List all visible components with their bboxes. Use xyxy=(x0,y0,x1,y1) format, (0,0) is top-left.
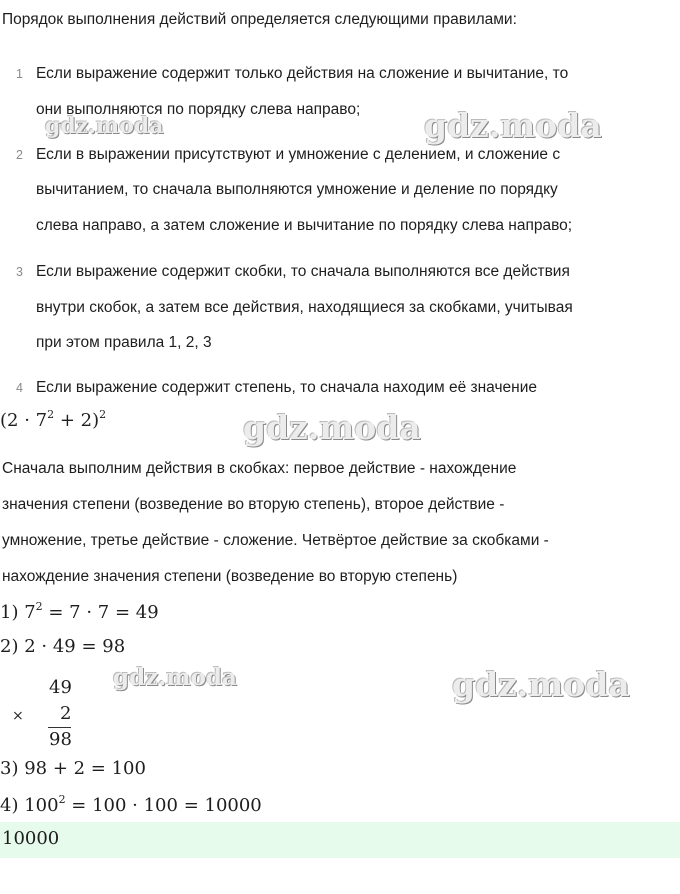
rule-line: внутри скобок, а затем все действия, находящиеся за скобками, учитывая xyxy=(36,299,573,316)
column-sign: × xyxy=(12,708,24,724)
watermark-logo: gdz.moda xyxy=(424,106,602,145)
explanation-line: значения степени (возведение во вторую степень), второе действие - xyxy=(2,496,505,513)
rule-line: при этом правила 1, 2, 3 xyxy=(36,334,212,351)
step-4-exponent: 2 xyxy=(58,793,66,806)
inner-exponent: 2 xyxy=(47,408,55,421)
rule-line: Если выражение содержит только действия на сложение и вычитание, то xyxy=(36,65,569,82)
expression-rest: + 2) xyxy=(54,410,100,431)
step-3: 3) 98 + 2 = 100 xyxy=(0,758,146,779)
answer-value: 10000 xyxy=(2,828,60,849)
step-4 xyxy=(0,793,262,816)
column-rule xyxy=(48,727,71,728)
step-4-prefix: 4) 100 xyxy=(0,795,59,816)
rule-line: они выполняются по порядку слева направо; xyxy=(36,101,361,118)
answer-box xyxy=(0,822,680,858)
rule-line: Если выражение содержит скобки, то сначала выполняются все действия xyxy=(36,263,570,280)
rule-number: 3 xyxy=(16,265,23,279)
rule-line: Если в выражении присутствуют и умножение с делением, и сложение с xyxy=(36,146,561,163)
explanation-line: Сначала выполним действия в скобках: первое действие - нахождение xyxy=(2,460,517,477)
watermark-logo: gdz.moda xyxy=(243,408,421,447)
expression-open: (2 · 7 xyxy=(0,410,48,431)
step-1-exponent: 2 xyxy=(35,600,43,613)
watermark-logo: gdz.moda xyxy=(452,665,630,704)
watermark-logo: gdz.moda xyxy=(45,113,164,139)
watermark-logo: gdz.moda xyxy=(113,664,237,691)
column-top: 49 xyxy=(49,677,72,698)
intro-text: Порядок выполнения действий определяется следующими правилами: xyxy=(2,11,517,28)
rule-number: 2 xyxy=(16,148,23,162)
rule-number: 4 xyxy=(16,381,23,395)
explanation-line: умножение, третье действие - сложение. Четвёртое действие за скобками - xyxy=(2,532,549,549)
step-4-rest: = 100 · 100 = 10000 xyxy=(65,795,262,816)
step-1-prefix: 1) 7 xyxy=(0,602,36,623)
expression xyxy=(0,408,106,431)
rule-line: Если выражение содержит степень, то сначала находим её значение xyxy=(36,379,537,396)
step-1 xyxy=(0,600,159,623)
column-bottom: 2 xyxy=(60,703,72,724)
step-2: 2) 2 · 49 = 98 xyxy=(0,636,126,657)
outer-exponent: 2 xyxy=(99,408,107,421)
column-result: 98 xyxy=(49,729,72,750)
explanation-line: нахождение значения степени (возведение во вторую степень) xyxy=(2,568,458,585)
rule-line: слева направо, а затем сложение и вычитание по порядку слева направо; xyxy=(36,217,573,234)
rule-number: 1 xyxy=(16,67,23,81)
step-1-rest: = 7 · 7 = 49 xyxy=(42,602,159,623)
rule-line: вычитанием, то сначала выполняются умножение и деление по порядку xyxy=(36,181,558,198)
